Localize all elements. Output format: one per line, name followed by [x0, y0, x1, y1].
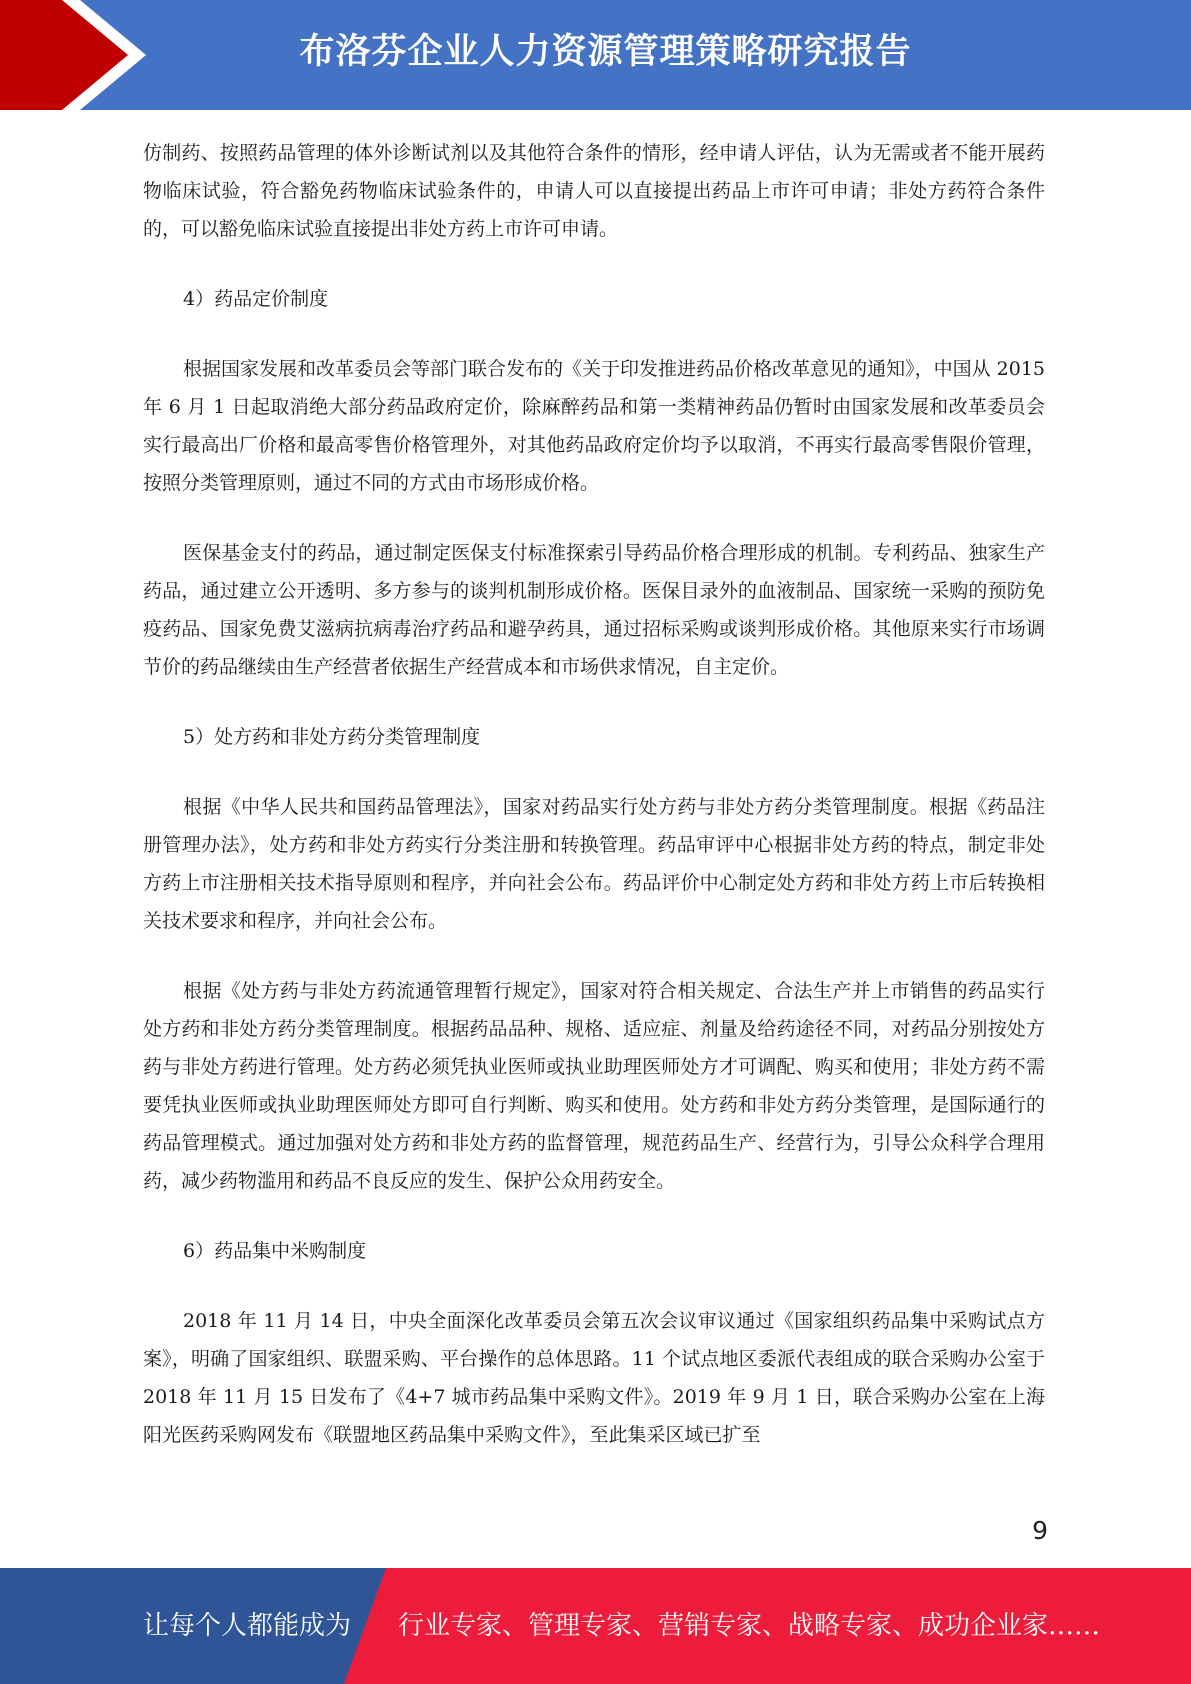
page-number: 9	[1032, 1516, 1048, 1545]
document-body	[143, 134, 1045, 1454]
footer-slogan-left: 让每个人都能成为	[143, 1611, 352, 1641]
section-heading-4: 4）药品定价制度	[183, 288, 329, 310]
footer-slogan-right: 行业专家、管理专家、营销专家、战略专家、成功企业家……	[398, 1611, 1101, 1641]
paragraph-6: 2018 年 11 月 14 日，中央全面深化改革委员会第五次会议审议通过《国家组织药品集中采购试点方案》，明确了国家组织、联盟采购、平台操作的总体思路。11 个试点地区委派代表组成的联合采购办公室于 2018 年 11 月 15 日发布了《4+7 城市药品集中采购文件》。2019 年 9 月 1 日，联合采购办公室在上海阳光医药采购网发布《联盟地区药品集中采购文件》，至此集采区域已扩至	[143, 1310, 1045, 1446]
report-title: 布洛芬企业人力资源管理策略研究报告	[299, 32, 912, 72]
paragraph-1: 仿制药、按照药品管理的体外诊断试剂以及其他符合条件的情形，经申请人评估，认为无需或者不能开展药物临床试验，符合豁免药物临床试验条件的，申请人可以直接提出药品上市许可申请；非处方药符合条件的，可以豁免临床试验直接提出非处方药上市许可申请。	[143, 142, 1045, 240]
paragraph-3: 医保基金支付的药品，通过制定医保支付标准探索引导药品价格合理形成的机制。专利药品、独家生产药品，通过建立公开透明、多方参与的谈判机制形成价格。医保目录外的血液制品、国家统一采购的预防免疫药品、国家免费艾滋病抗病毒治疗药品和避孕药具，通过招标采购或谈判形成价格。其他原来实行市场调节价的药品继续由生产经营者依据生产经营成本和市场供求情况，自主定价。	[143, 542, 1045, 678]
section-heading-5: 5）处方药和非处方药分类管理制度	[183, 726, 481, 748]
page-footer	[0, 1568, 1191, 1684]
paragraph-5: 根据《处方药与非处方药流通管理暂行规定》，国家对符合相关规定、合法生产并上市销售的药品实行处方药和非处方药分类管理制度。根据药品品种、规格、适应症、剂量及给药途径不同，对药品分别按处方药与非处方药进行管理。处方药必须凭执业医师或执业助理医师处方才可调配、购买和使用；非处方药不需要凭执业医师或执业助理医师处方即可自行判断、购买和使用。处方药和非处方药分类管理，是国际通行的药品管理模式。通过加强对处方药和非处方药的监督管理，规范药品生产、经营行为，引导公众科学合理用药，减少药物滥用和药品不良反应的发生、保护公众用药安全。	[143, 980, 1045, 1192]
paragraph-2: 根据国家发展和改革委员会等部门联合发布的《关于印发推进药品价格改革意见的通知》，中国从 2015 年 6 月 1 日起取消绝大部分药品政府定价，除麻醉药品和第一类精神药品仍暂时由国家发展和改革委员会实行最高出厂价格和最高零售价格管理外，对其他药品政府定价均予以取消，不再实行最高零售限价管理，按照分类管理原则，通过不同的方式由市场形成价格。	[143, 358, 1045, 494]
paragraph-4: 根据《中华人民共和国药品管理法》，国家对药品实行处方药与非处方药分类管理制度。根据《药品注册管理办法》，处方药和非处方药实行分类注册和转换管理。药品审评中心根据非处方药的特点，制定非处方药上市注册相关技术指导原则和程序，并向社会公布。药品评价中心制定处方药和非处方药上市后转换相关技术要求和程序，并向社会公布。	[143, 796, 1045, 932]
page-header	[0, 0, 1191, 110]
section-heading-6: 6）药品集中米购制度	[183, 1240, 367, 1262]
